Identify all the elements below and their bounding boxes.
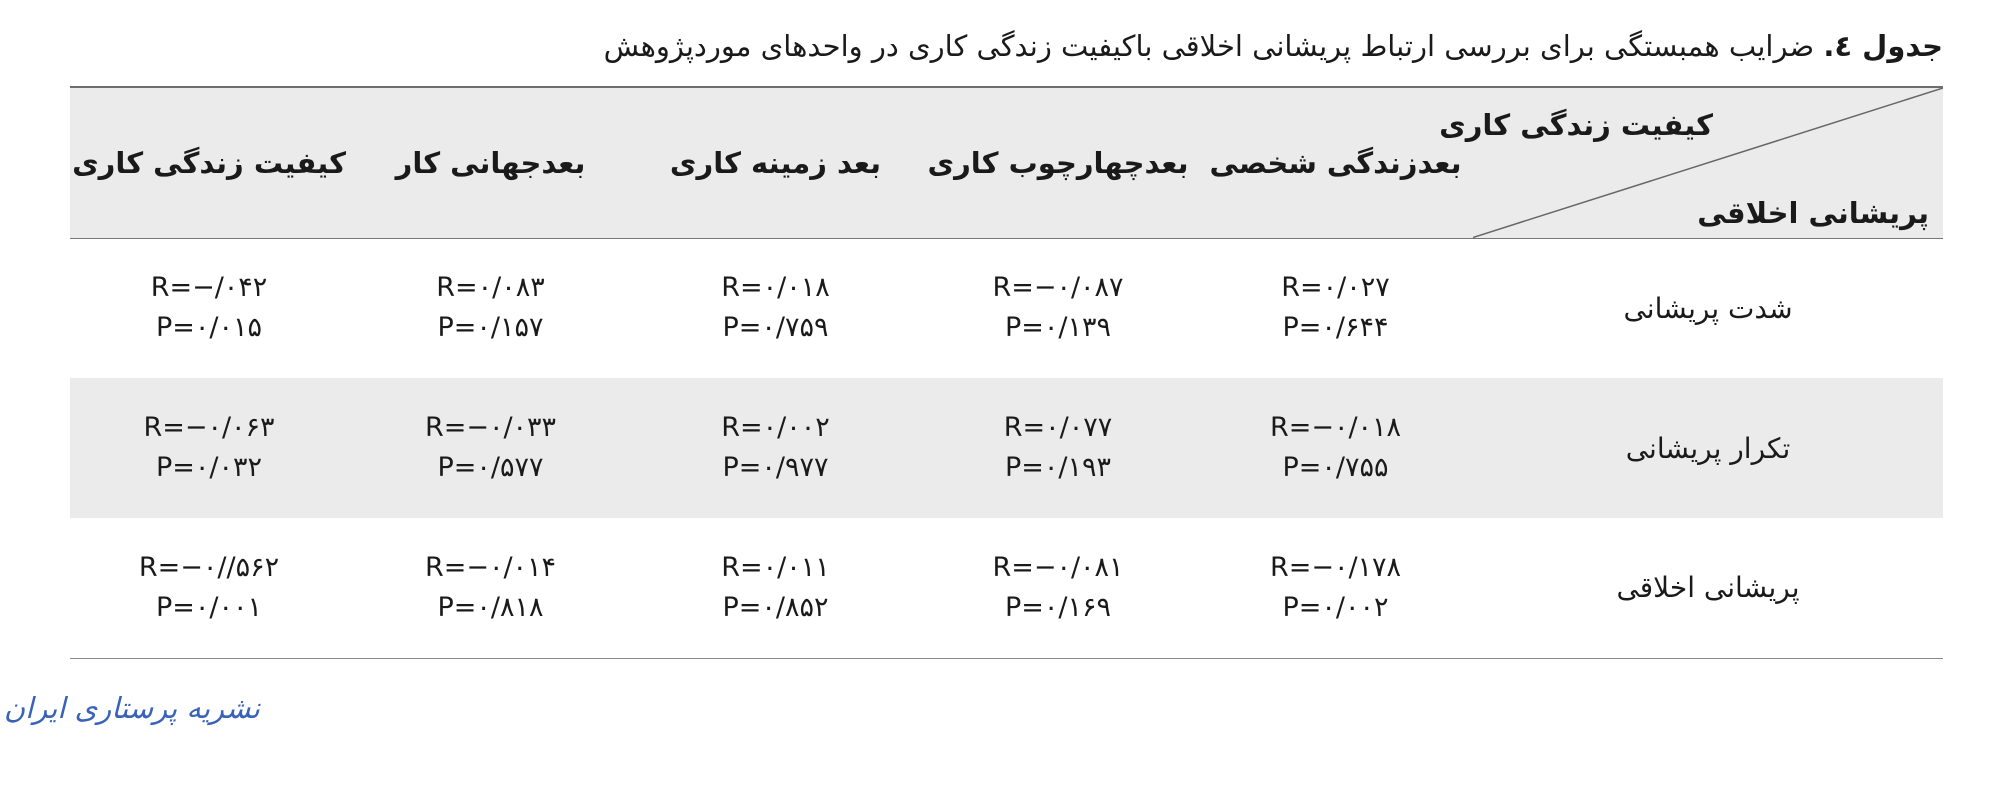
r-value: R=۰/۰۱۱	[721, 551, 830, 583]
r-value: R=−۰/۰۱۸	[1269, 412, 1402, 443]
table-cell	[1198, 238, 1473, 378]
p-value: P=۰/۷۵۵	[1282, 452, 1389, 483]
p-value: P=۰/۰۳۲	[155, 452, 262, 483]
table-cell	[1198, 518, 1473, 658]
r-value: R=−۰//۵۶۲	[138, 551, 280, 583]
column-header: کیفیت زندگی کاری	[70, 87, 348, 238]
caption-label: جدول ٤.	[1823, 29, 1943, 63]
p-value: P=۰/۸۱۸	[437, 591, 544, 623]
row-label: پریشانی اخلاقی	[1473, 518, 1943, 658]
r-value: R=−۰/۰۸۷	[992, 272, 1124, 304]
table-cell	[70, 238, 348, 378]
p-value: P=۰/۵۷۷	[437, 452, 544, 483]
r-value: R=۰/۰۷۷	[1003, 412, 1113, 443]
table-cell	[918, 238, 1198, 378]
r-value: R=۰/۰۰۲	[721, 412, 830, 443]
journal-logo: نشریه پرستاری ایران	[3, 691, 260, 725]
p-value: P=۰/۱۶۹	[1004, 591, 1111, 623]
column-header: بعدجهانی کار	[348, 87, 633, 238]
table-header-row	[70, 87, 1943, 238]
r-value: R=−/۰۴۲	[150, 272, 268, 304]
table-cell	[348, 238, 633, 378]
table-cell	[633, 238, 918, 378]
table-cell	[918, 378, 1198, 518]
header-corner-cell	[1439, 87, 1943, 238]
p-value: P=۰/۱۹۳	[1004, 452, 1111, 483]
table-row	[70, 518, 1943, 658]
table-row	[70, 378, 1943, 518]
table-cell	[918, 518, 1198, 658]
p-value: P=۰/۰۱۵	[155, 312, 262, 344]
p-value: P=۰/۱۳۹	[1004, 312, 1111, 344]
table-row	[70, 238, 1943, 378]
p-value: P=۰/۰۰۲	[1282, 591, 1389, 623]
row-label: شدت پریشانی	[1623, 291, 1793, 325]
row-label: تکرار پریشانی	[1625, 431, 1791, 465]
table-cell	[348, 518, 633, 658]
table-cell	[633, 518, 918, 658]
corner-column-title: کیفیت زندگی کاری	[1439, 108, 1713, 142]
r-value: R=−۰/۱۷۸	[1269, 551, 1402, 583]
r-value: R=۰/۰۸۳	[436, 272, 545, 304]
column-header: بعدزندگی شخصی	[1198, 87, 1473, 238]
p-value: P=۰/۱۵۷	[437, 312, 544, 344]
caption-text: ضرایب همبستگی برای بررسی ارتباط پریشانی اخلاقی باکیفیت زندگی کاری در واحدهای موردپژوهش	[603, 29, 1824, 63]
table-cell	[1198, 378, 1473, 518]
column-header: بعدچهارچوب کاری	[918, 87, 1198, 238]
r-value: R=−۰/۰۸۱	[992, 551, 1124, 583]
r-value: R=−۰/۰۳۳	[424, 412, 557, 443]
p-value: P=۰/۶۴۴	[1282, 312, 1389, 344]
r-value: R=۰/۰۱۸	[721, 272, 830, 304]
correlation-table	[70, 86, 1943, 659]
table-cell	[633, 378, 918, 518]
p-value: P=۰/۷۵۹	[722, 312, 829, 344]
table-cell	[70, 518, 348, 658]
p-value: P=۰/۰۰۱	[155, 591, 262, 623]
p-value: P=۰/۹۷۷	[722, 452, 829, 483]
p-value: P=۰/۸۵۲	[722, 591, 829, 623]
r-value: R=−۰/۰۶۳	[143, 412, 275, 443]
table-cell	[348, 378, 633, 518]
column-header: بعد زمینه کاری	[633, 87, 918, 238]
corner-row-title: پریشانی اخلاقی	[1697, 195, 1929, 230]
table-caption	[143, 26, 1943, 66]
r-value: R=−۰/۰۱۴	[424, 551, 557, 583]
table-cell	[70, 378, 348, 518]
r-value: R=۰/۰۲۷	[1281, 272, 1390, 304]
